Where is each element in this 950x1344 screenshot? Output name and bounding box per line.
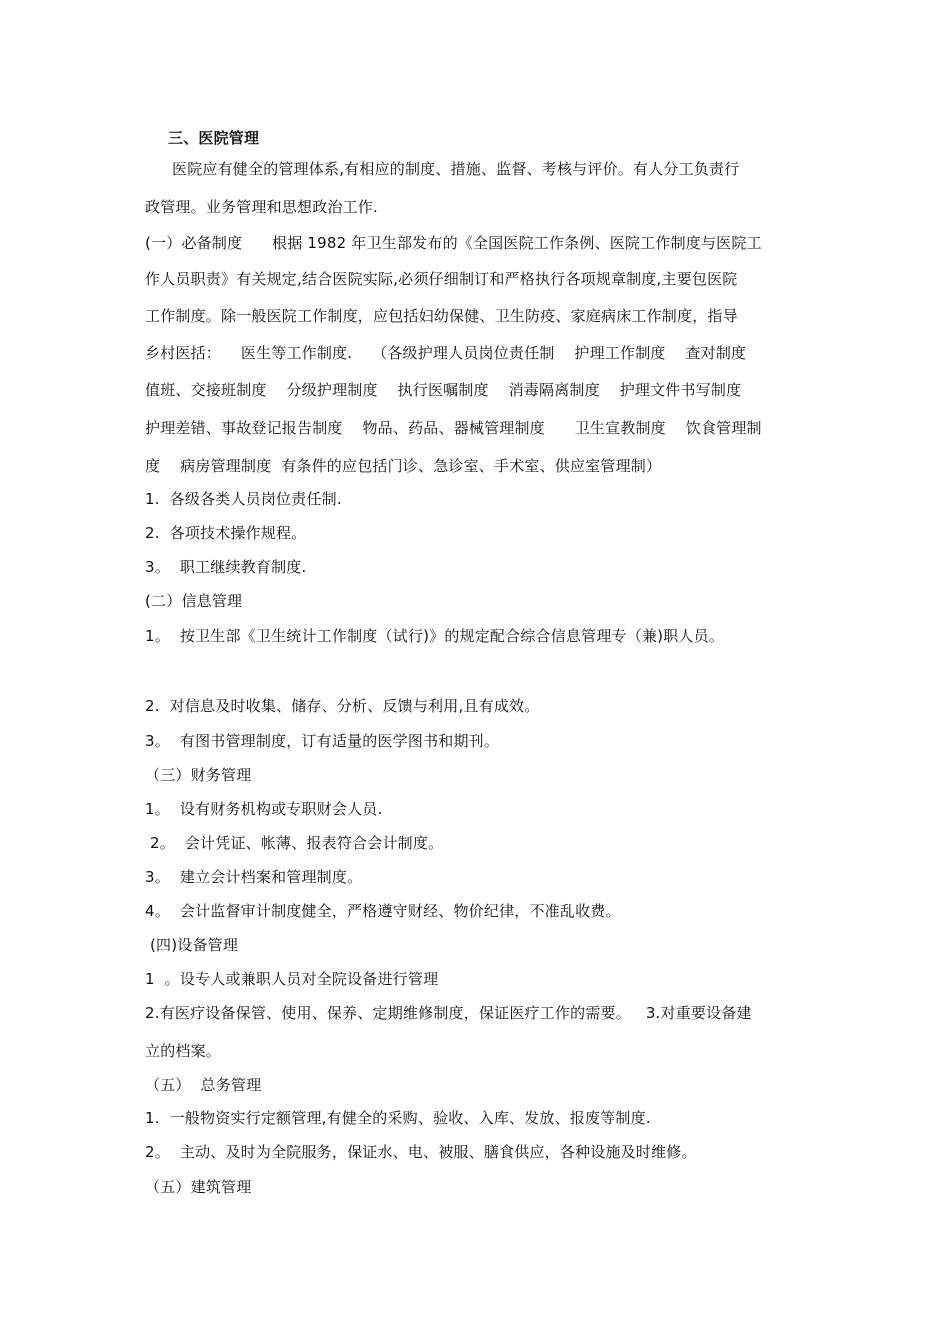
list-item: 1. 一般物资实行定额管理,有健全的采购、验收、入库、发放、报废等制度. — [145, 1109, 651, 1127]
section-heading: 三、医院管理 — [168, 129, 260, 147]
text-line: 政管理。业务管理和思想政治工作. — [145, 198, 378, 216]
list-item: 1。 按卫生部《卫生统计工作制度（试行)》的规定配合综合信息管理专（兼)职人员。 — [145, 627, 724, 645]
list-item: 2。 会计凭证、帐薄、报表符合会计制度。 — [145, 834, 444, 852]
list-item: 2.有医疗设备保管、使用、保养、定期维修制度，保证医疗工作的需要。 3.对重要设备建 — [145, 1004, 752, 1022]
text-line: 作人员职责》有关规定,结合医院实际,必须仔细制订和严格执行各项规章制度,主要包医院 — [145, 270, 738, 288]
text-line: 度 病房管理制度 有条件的应包括门诊、急诊室、手术室、供应室管理制） — [145, 457, 662, 475]
list-item: 2. 各项技术操作规程。 — [145, 524, 307, 542]
list-item: 3。 职工继续教育制度. — [145, 558, 307, 576]
list-item: 2。 主动、及时为全院服务，保证水、电、被服、膳食供应，各种设施及时维修。 — [145, 1143, 697, 1161]
text-line: (一）必备制度 根据 1982 年卫生部发布的《全国医院工作条例、医院工作制度与医院工 — [145, 234, 762, 252]
subsection-heading: （五） 总务管理 — [145, 1076, 262, 1094]
subsection-heading: (四)设备管理 — [145, 936, 239, 954]
list-item: 3。 建立会计档案和管理制度。 — [145, 868, 363, 886]
list-item: 1. 各级各类人员岗位责任制. — [145, 490, 342, 508]
text-line: 乡村医括： 医生等工作制度. （各级护理人员岗位责任制 护理工作制度 查对制度 — [145, 344, 747, 362]
list-item: 3。 有图书管理制度，订有适量的医学图书和期刊。 — [145, 732, 500, 750]
text-line: 立的档案。 — [145, 1042, 222, 1060]
subsection-heading: （三）财务管理 — [145, 766, 252, 784]
subsection-heading: （五）建筑管理 — [145, 1178, 252, 1196]
list-item: 1。 设有财务机构或专职财会人员. — [145, 800, 383, 818]
text-line: 护理差错、事故登记报告制度 物品、药品、器械管理制度 卫生宣教制度 饮食管理制 — [145, 419, 762, 437]
subsection-heading: (二）信息管理 — [145, 592, 243, 610]
text-line: 值班、交接班制度 分级护理制度 执行医嘱制度 消毒隔离制度 护理文件书写制度 — [145, 381, 742, 399]
list-item: 2. 对信息及时收集、储存、分析、反馈与利用,且有成效。 — [145, 697, 540, 715]
list-item: 4。 会计监督审计制度健全，严格遵守财经、物价纪律，不准乱收费。 — [145, 902, 621, 920]
text-line: 工作制度。除一般医院工作制度，应包括妇幼保健、卫生防疫、家庭病床工作制度，指导 — [145, 307, 738, 325]
list-item: 1 。设专人或兼职人员对全院设备进行管理 — [145, 970, 439, 988]
text-line: 医院应有健全的管理体系,有相应的制度、措施、监督、考核与评价。有人分工负责行 — [172, 160, 740, 178]
